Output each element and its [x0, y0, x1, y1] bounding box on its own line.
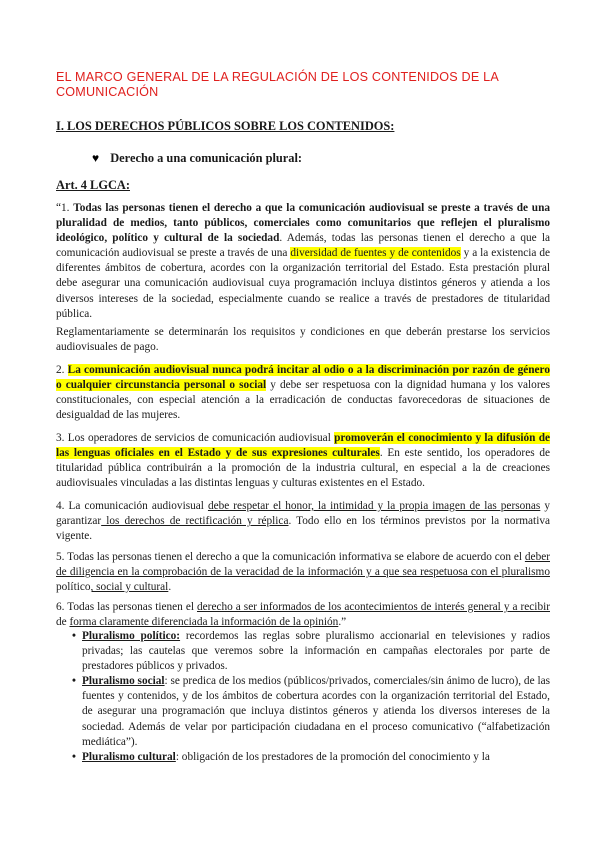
p3-highlight: La comunicación audiovisual nunca podrá incitar al odio o a la discriminación por razón de género o cualquier circunstancia personal o social: [56, 364, 550, 392]
p6-underline-2: , social y cultural: [90, 581, 169, 594]
pluralism-term: Pluralismo social: [82, 675, 165, 688]
bullet-heading: [92, 151, 302, 166]
p7-text-b: de: [56, 616, 70, 629]
p5-text-a: 4. La comunicación audiovisual: [56, 500, 208, 512]
article-label: Art. 4 LGCA:: [56, 178, 130, 192]
paragraph-6: [56, 550, 550, 595]
p4-highlight: promoverán el conocimiento y la difusión de las lenguas oficiales en el Estado y de sus expresiones culturales: [56, 432, 550, 460]
p5-underline-1: debe respetar el honor, la intimidad y la propia imagen de las personas: [207, 500, 541, 512]
pluralism-term: Pluralismo político:: [82, 630, 181, 642]
p6-underline-1: deber de diligencia en la comprobación de la veracidad de la información y a que sea respetuosa con el pluralismo: [56, 551, 550, 579]
pluralism-list: [56, 629, 550, 765]
p1-text-c: . Además, todas las personas tienen el derecho a que la comunicación audiovisual se preste a través de una: [56, 232, 550, 260]
pluralism-text: : obligación de los prestadores de la promoción del conocimiento y la: [175, 750, 490, 763]
p6-text-a: 5. Todas las personas tienen el derecho a que la comunicación informativa se elabore de acuerdo con el: [56, 551, 525, 563]
p6-text: .: [168, 581, 172, 594]
p1-text-e: y a la existencia de diferentes ámbitos de cobertura, acordes con la organización territorial del Estado. Esta prestación plural debe asegurar una comunicación audiovisual cuya programación incluya distintos géneros y atienda a los diversos intereses de la sociedad, especialmente cuando se realice a través de prestadores de titularidad pública.: [56, 247, 551, 320]
p4-text-a: 3. Los operadores de servicios de comunicación audiovisual: [56, 432, 335, 444]
p7-text: .”: [338, 616, 347, 629]
list-item: [56, 629, 550, 674]
bullet-dot-icon: •: [72, 750, 76, 763]
p3-number: 2.: [56, 364, 68, 376]
p7-underline-2: forma claramente diferenciada la información de la opinión: [69, 616, 339, 629]
paragraph-4: [56, 431, 550, 491]
p1-bold-text: Todas las personas tienen el derecho a que la comunicación audiovisual se preste a través de una pluralidad de medios, tanto públicos, comerciales como comunitarios que reflejen el pluralismo ideológico, político y cultural de la sociedad: [56, 202, 550, 245]
p3-text: y debe ser respetuosa con la dignidad humana y los valores constitucionales, con especial atención a la erradicación de conductas favorecedoras de situaciones de desigualdad de las mujeres.: [56, 379, 551, 422]
p1-highlight: diversidad de fuentes y de contenidos: [290, 247, 461, 260]
p5-underline-2: los derechos de rectificación y réplica: [101, 515, 289, 528]
p5-text: . Todo ello en los términos previstos por la normativa vigente.: [56, 515, 551, 543]
pluralism-text: : se predica de los medios (públicos/privados, comerciales/sin ánimo de lucro), de las fuentes y contenidos, y de los ámbitos de cobertura acordes con la organización territorial del Estado, de asegurar una programación que incluya distintos géneros y atienda los diversos intereses de la sociedad. Además de velar por participación ciudadana en el proceso comunicativo (“alfabetización mediática”).: [82, 675, 550, 748]
list-item: [56, 674, 550, 749]
p7-underline-1: derecho a ser informados de los acontecimientos de interés general y a recibir: [197, 601, 550, 613]
p4-text: . En este sentido, los operadores de titularidad pública contribuirán a la promoción de la industria cultural, en especial a la de creaciones audiovisuales vinculadas a las distintas lenguas y culturas existentes en el Estado.: [56, 447, 550, 490]
paragraph-2: Reglamentariamente se determinarán los requisitos y condiciones en que deberán prestarse los servicios audiovisuales de pago.: [56, 326, 550, 354]
section-title: I. LOS DERECHOS PÚBLICOS SOBRE LOS CONTENIDOS:: [56, 119, 395, 133]
paragraph-7: [56, 600, 550, 630]
document-title: EL MARCO GENERAL DE LA REGULACIÓN DE LOS CONTENIDOS DE LA COMUNICACIÓN: [56, 70, 499, 99]
list-item: [56, 750, 550, 765]
pluralism-term: Pluralismo cultural: [82, 750, 176, 763]
bullet-dot-icon: •: [72, 630, 76, 642]
p1-text-a: “1.: [56, 202, 74, 214]
pluralism-text: recordemos las reglas sobre pluralismo accionarial en televisiones y radios privadas; las cautelas que veremos sobre la información en campañas electorales por parte de prestadores públicos y privados.: [82, 630, 550, 673]
paragraph-1: [56, 201, 550, 322]
p6-text-b: político: [56, 581, 91, 594]
paragraph-3: [56, 363, 550, 423]
p5-text-b: y garantizar: [56, 500, 550, 528]
bullet-heading-text: Derecho a una comunicación plural:: [110, 151, 303, 165]
heart-bullet-icon: ♥: [92, 151, 100, 165]
bullet-dot-icon: •: [72, 675, 76, 688]
paragraph-5: [56, 499, 550, 544]
p7-text-a: 6. Todas las personas tienen el: [56, 601, 198, 613]
